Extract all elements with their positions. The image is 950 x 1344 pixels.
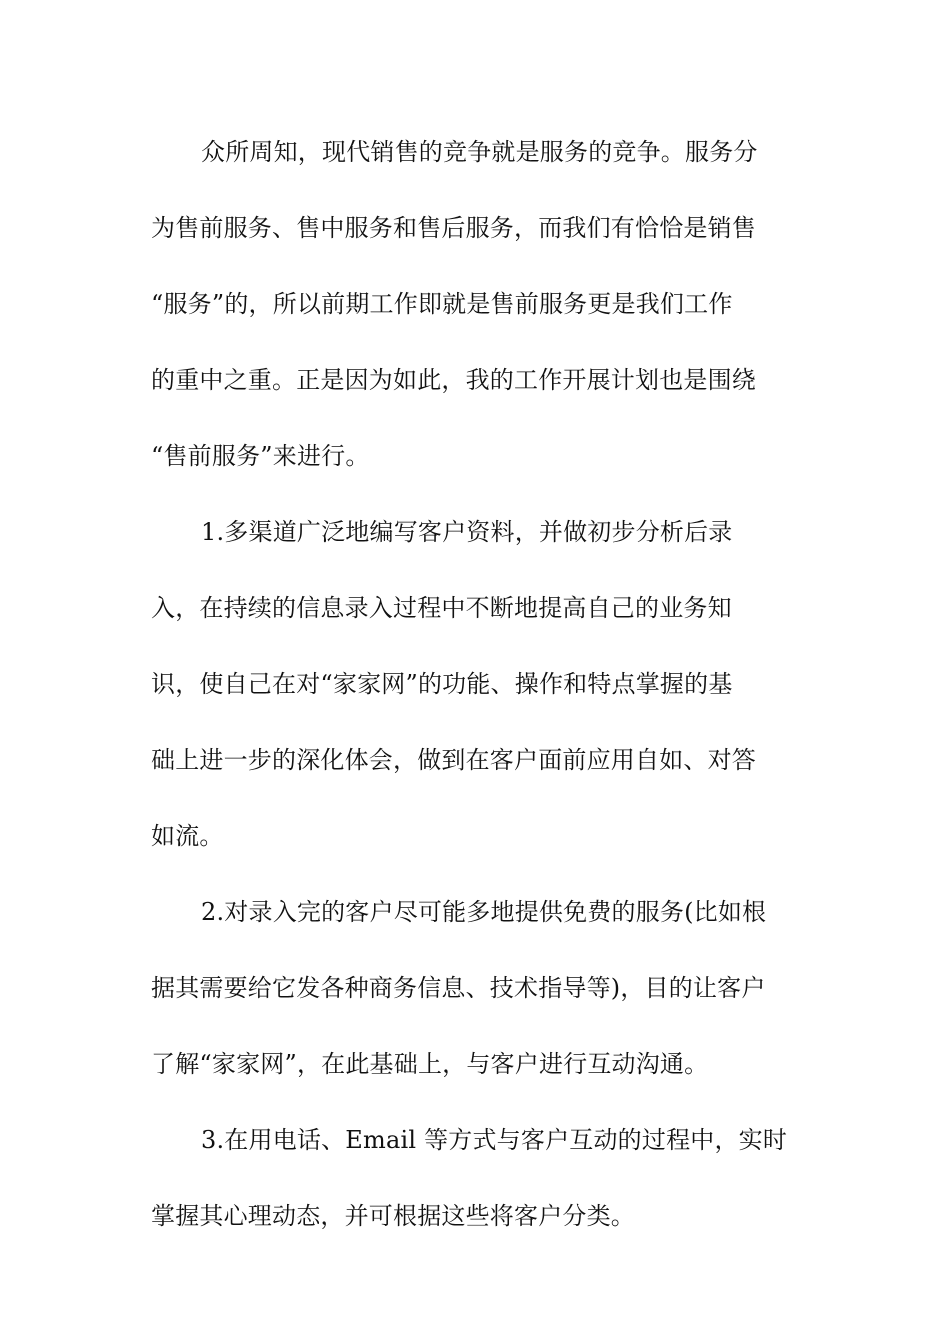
paragraph-item-3 (151, 1128, 811, 1280)
paragraph-intro (151, 140, 811, 520)
text-line: “售前服务”来进行。 (151, 442, 370, 470)
text-line: 据其需要给它发各种商务信息、技术指导等)，目的让客户 (151, 974, 766, 1002)
text-line: 为售前服务、售中服务和售后服务，而我们有恰恰是销售 (151, 214, 756, 242)
text-line: 入，在持续的信息录入过程中不断地提高自己的业务知 (151, 594, 732, 622)
text-line: 1.多渠道广泛地编写客户资料，并做初步分析后录 (201, 518, 733, 546)
text-line: 础上进一步的深化体会，做到在客户面前应用自如、对答 (151, 746, 756, 774)
text-line: 众所周知，现代销售的竞争就是服务的竞争。服务分 (201, 138, 758, 166)
text-line: 如流。 (151, 822, 224, 850)
paragraph-item-2 (151, 900, 811, 1128)
document-body (151, 140, 811, 1280)
text-line: “服务”的，所以前期工作即就是售前服务更是我们工作 (151, 290, 733, 318)
text-line: 3.在用电话、Email 等方式与客户互动的过程中，实时 (201, 1126, 788, 1154)
text-line: 掌握其心理动态，并可根据这些将客户分类。 (151, 1202, 635, 1230)
text-line: 的重中之重。正是因为如此，我的工作开展计划也是围绕 (151, 366, 756, 394)
paragraph-item-1 (151, 520, 811, 900)
text-line: 2.对录入完的客户尽可能多地提供免费的服务(比如根 (201, 898, 767, 926)
text-line: 了解“家家网”，在此基础上，与客户进行互动沟通。 (151, 1050, 709, 1078)
text-line: 识，使自己在对“家家网”的功能、操作和特点掌握的基 (151, 670, 733, 698)
